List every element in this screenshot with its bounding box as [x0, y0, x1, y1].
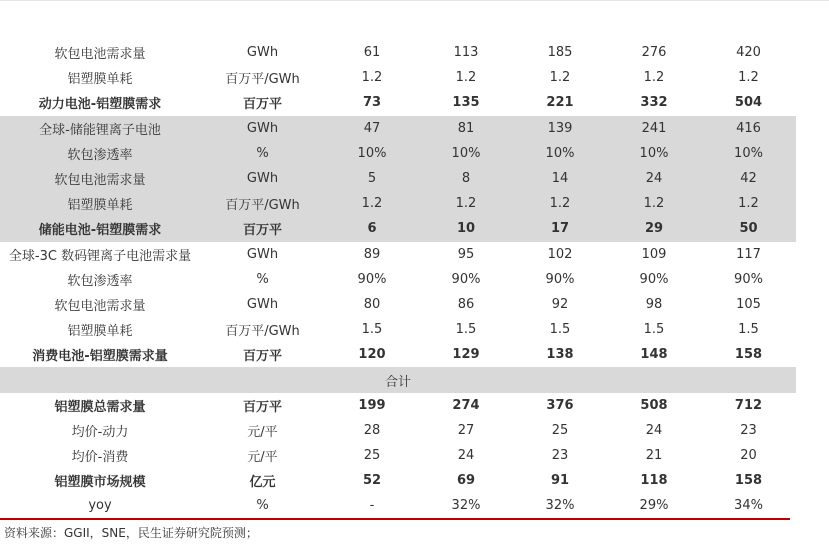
row-label: 动力电池-铝塑膜需求 — [38, 97, 162, 113]
value-cell: 17 — [513, 216, 607, 241]
row-unit: GWh — [200, 166, 325, 191]
row-label: 软包电池需求量 — [0, 166, 200, 191]
value-cell: 1.5 — [738, 322, 759, 338]
table-body — [0, 40, 796, 519]
row-unit: 元/平 — [247, 450, 278, 466]
table-row — [0, 443, 796, 468]
table-row — [0, 242, 796, 267]
value-cell: 8 — [419, 166, 513, 191]
value-cell: 1.2 — [738, 70, 759, 86]
table-row — [0, 493, 796, 518]
table-row — [0, 90, 796, 115]
value-cell: 221 — [546, 95, 574, 111]
table-row — [0, 116, 796, 141]
value-cell: 25 — [363, 448, 381, 464]
table-row — [0, 216, 796, 241]
value-cell: 23 — [740, 422, 757, 438]
row-unit: GWh — [246, 296, 279, 312]
value-cell: 109 — [641, 246, 667, 262]
row-label: 软包电池需求量 — [54, 47, 146, 63]
row-unit: 元/平 — [247, 424, 278, 440]
value-cell: 129 — [452, 347, 480, 363]
row-unit: GWh — [246, 45, 279, 61]
row-label: 铝塑膜总需求量 — [54, 399, 146, 415]
value-cell: 5 — [325, 166, 419, 191]
value-cell: 80 — [363, 296, 381, 312]
table-bottom-rule — [0, 518, 790, 520]
value-cell: 1.2 — [455, 70, 477, 86]
value-cell: 20 — [740, 448, 757, 464]
value-cell: 81 — [419, 116, 513, 141]
value-cell: 52 — [362, 473, 382, 489]
value-cell: 102 — [547, 246, 573, 262]
table-row — [0, 141, 796, 166]
value-cell: 14 — [513, 166, 607, 191]
value-cell: 117 — [736, 246, 761, 262]
row-label: 软包渗透率 — [0, 141, 200, 166]
value-cell: 10 — [419, 216, 513, 241]
table-row — [0, 65, 796, 90]
value-cell: 120 — [358, 347, 386, 363]
value-cell: 28 — [363, 422, 381, 438]
row-label: 铝塑膜单耗 — [67, 324, 133, 340]
value-cell: 90% — [451, 271, 481, 287]
row-label: yoy — [88, 498, 112, 514]
value-cell: 376 — [546, 397, 574, 413]
value-cell: 10% — [325, 141, 419, 166]
row-unit: 百万平/GWh — [225, 324, 300, 340]
value-cell: 73 — [362, 95, 382, 111]
row-label: 全球-3C 数码锂离子电池需求量 — [8, 248, 192, 264]
row-unit: % — [256, 271, 269, 287]
value-cell: 27 — [457, 422, 475, 438]
value-cell: 1.5 — [643, 322, 665, 338]
value-cell: 1.5 — [361, 322, 383, 338]
value-cell: 95 — [457, 246, 475, 262]
table-row — [0, 191, 796, 216]
row-unit: 亿元 — [249, 475, 276, 491]
value-cell: 86 — [457, 296, 475, 312]
row-unit: 百万平 — [242, 349, 282, 365]
value-cell: 32% — [451, 498, 481, 514]
table-row — [0, 166, 796, 191]
value-cell: 29% — [639, 498, 669, 514]
row-unit: 百万平 — [200, 216, 325, 241]
row-label: 软包电池需求量 — [54, 298, 146, 314]
value-cell: 92 — [551, 296, 569, 312]
value-cell: 1.2 — [513, 191, 607, 216]
top-border — [0, 0, 829, 1]
value-cell: 1.2 — [607, 191, 701, 216]
value-cell: 105 — [736, 296, 761, 312]
row-label: 均价-动力 — [71, 424, 129, 440]
table-row — [0, 393, 796, 418]
value-cell: 29 — [607, 216, 701, 241]
value-cell: 25 — [551, 422, 569, 438]
value-cell: 416 — [701, 116, 796, 141]
value-cell: 158 — [734, 347, 763, 363]
value-cell: 712 — [734, 397, 763, 413]
row-label: 均价-消费 — [71, 450, 129, 466]
forecast-table — [0, 40, 796, 519]
value-cell: 50 — [701, 216, 796, 241]
section-header-label: 合计 — [0, 367, 796, 392]
value-cell: 10% — [513, 141, 607, 166]
value-cell: 1.2 — [549, 70, 571, 86]
row-label: 软包渗透率 — [67, 273, 133, 289]
value-cell: 23 — [551, 448, 569, 464]
table-row — [0, 342, 796, 367]
value-cell: 1.2 — [419, 191, 513, 216]
value-cell: 199 — [358, 397, 386, 413]
value-cell: 508 — [640, 397, 668, 413]
value-cell: 158 — [734, 473, 763, 489]
value-cell: 10% — [419, 141, 513, 166]
value-cell: 113 — [453, 45, 479, 61]
section-header-row — [0, 367, 796, 392]
value-cell: 90% — [545, 271, 575, 287]
source-note: 资料来源：GGII，SNE，民生证券研究院预测； — [4, 526, 258, 540]
row-label: 消费电池-铝塑膜需求量 — [32, 349, 168, 365]
value-cell: 69 — [456, 473, 476, 489]
value-cell: 241 — [607, 116, 701, 141]
value-cell: 274 — [452, 397, 480, 413]
value-cell: 276 — [641, 45, 667, 61]
value-cell: 1.2 — [701, 191, 796, 216]
value-cell: 148 — [640, 347, 668, 363]
value-cell: 34% — [734, 498, 763, 514]
row-unit: 百万平/GWh — [200, 191, 325, 216]
value-cell: 90% — [734, 271, 763, 287]
row-label: 铝塑膜单耗 — [0, 191, 200, 216]
table-row — [0, 418, 796, 443]
value-cell: 10% — [607, 141, 701, 166]
value-cell: 24 — [645, 422, 663, 438]
value-cell: 135 — [452, 95, 480, 111]
value-cell: 24 — [607, 166, 701, 191]
value-cell: 61 — [363, 45, 381, 61]
row-label: 铝塑膜单耗 — [67, 72, 133, 88]
value-cell: 89 — [363, 246, 381, 262]
value-cell: 10% — [701, 141, 796, 166]
row-label: 全球-储能锂离子电池 — [0, 116, 200, 141]
value-cell: 90% — [357, 271, 387, 287]
value-cell: 1.5 — [549, 322, 571, 338]
value-cell: 1.2 — [643, 70, 665, 86]
value-cell: 98 — [645, 296, 663, 312]
value-cell: 185 — [547, 45, 573, 61]
table-row — [0, 40, 796, 65]
value-cell: 6 — [325, 216, 419, 241]
value-cell: 138 — [546, 347, 574, 363]
row-unit: % — [200, 141, 325, 166]
value-cell: 139 — [513, 116, 607, 141]
value-cell: 332 — [640, 95, 668, 111]
row-unit: 百万平/GWh — [225, 72, 300, 88]
value-cell: 504 — [734, 95, 763, 111]
value-cell: 24 — [457, 448, 475, 464]
table-row — [0, 267, 796, 292]
row-unit: 百万平 — [242, 97, 282, 113]
value-cell: 32% — [545, 498, 575, 514]
row-unit: 百万平 — [242, 399, 282, 415]
row-label: 储能电池-铝塑膜需求 — [0, 216, 200, 241]
row-unit: GWh — [200, 116, 325, 141]
value-cell: 420 — [736, 45, 761, 61]
table-row — [0, 468, 796, 493]
value-cell: 42 — [701, 166, 796, 191]
value-cell: 91 — [550, 473, 570, 489]
row-label: 铝塑膜市场规模 — [54, 475, 146, 491]
table-row — [0, 292, 796, 317]
value-cell: 118 — [640, 473, 668, 489]
row-unit: % — [256, 498, 269, 514]
value-cell: - — [369, 498, 375, 514]
value-cell: 1.2 — [325, 191, 419, 216]
row-unit: GWh — [246, 246, 279, 262]
value-cell: 1.5 — [455, 322, 477, 338]
value-cell: 47 — [325, 116, 419, 141]
value-cell: 90% — [639, 271, 669, 287]
table-row — [0, 317, 796, 342]
value-cell: 1.2 — [361, 70, 383, 86]
value-cell: 21 — [645, 448, 663, 464]
